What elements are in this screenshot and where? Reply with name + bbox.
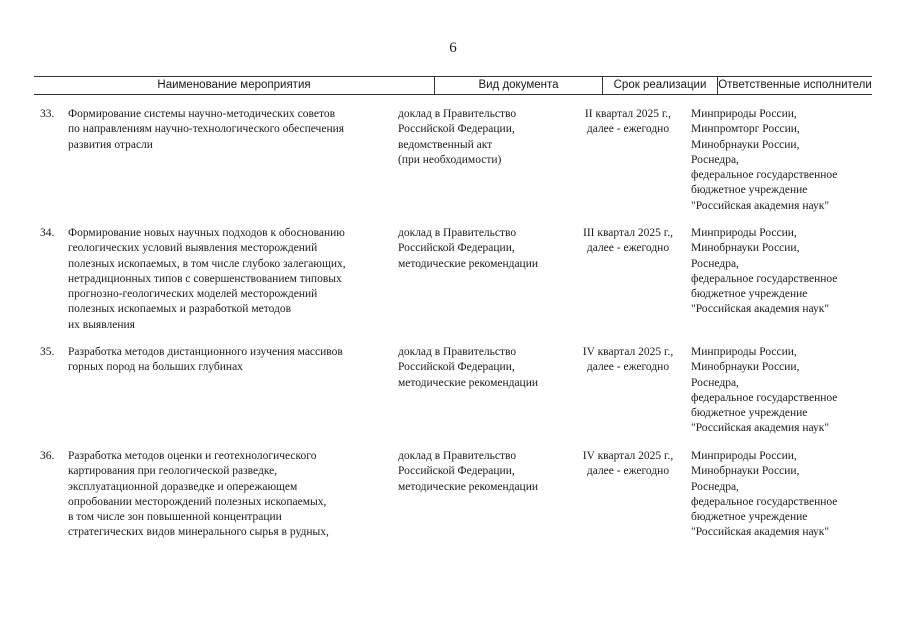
row-number: 34. [40,227,55,239]
row-name: Формирование новых научных подходов к обоснованию геологических условий выявления месторождений полезных ископаемых, в том числе глубоко залегающих, нетрадиционных типов с совершенствованием типовых прогнозно-геологических моделей месторождений полезных ископаемых и разработкой методов их выявления [68,227,346,331]
row-exec: Минприроды России, Минпромторг России, Минобрнауки России, Роснедра, федеральное государственное бюджетное учреждение "Российская академия наук" [691,108,838,212]
row-doc: доклад в Правительство Российской Федерации, методические рекомендации [398,227,539,270]
row-name: Разработка методов дистанционного изучения массивов горных пород на больших глубинах [68,346,343,374]
header-name: Наименование мероприятия [157,79,311,91]
header-doc: Вид документа [478,79,559,91]
row-term: II квартал 2025 г., далее - ежегодно [584,108,672,136]
row-doc: доклад в Правительство Российской Федерации, методические рекомендации [398,450,539,493]
row-doc: доклад в Правительство Российской Федерации, методические рекомендации [398,346,539,389]
row-exec: Минприроды России, Минобрнауки России, Роснедра, федеральное государственное бюджетное учреждение "Российская академия наук" [691,450,838,539]
row-number: 36. [40,450,55,462]
row-name: Разработка методов оценки и геотехнологического картирования при геологической разведке, эксплуатационной доразведке и опережающем опробовании месторождений полезных ископаемых, в том числе зон повышенной концентрации стратегических видов минерального сырья в рудных, [68,450,329,539]
row-doc: доклад в Правительство Российской Федерации, ведомственный акт (при необходимости) [398,108,517,166]
header-term: Срок реализации [613,79,707,91]
table-header [34,76,872,95]
row-term: III квартал 2025 г., далее - ежегодно [583,227,673,255]
row-exec: Минприроды России, Минобрнауки России, Роснедра, федеральное государственное бюджетное учреждение "Российская академия наук" [691,227,838,316]
row-number: 35. [40,346,55,358]
row-term: IV квартал 2025 г., далее - ежегодно [582,450,674,478]
page-number: 6 [449,40,457,56]
header-exec: Ответственные исполнители [718,79,872,91]
row-name: Формирование системы научно-методических советов по направлениям научно-технологического обеспечения развития отрасли [68,108,345,151]
row-term: IV квартал 2025 г., далее - ежегодно [582,346,674,374]
row-number: 33. [40,108,55,120]
row-exec: Минприроды России, Минобрнауки России, Роснедра, федеральное государственное бюджетное учреждение "Российская академия наук" [691,346,838,435]
